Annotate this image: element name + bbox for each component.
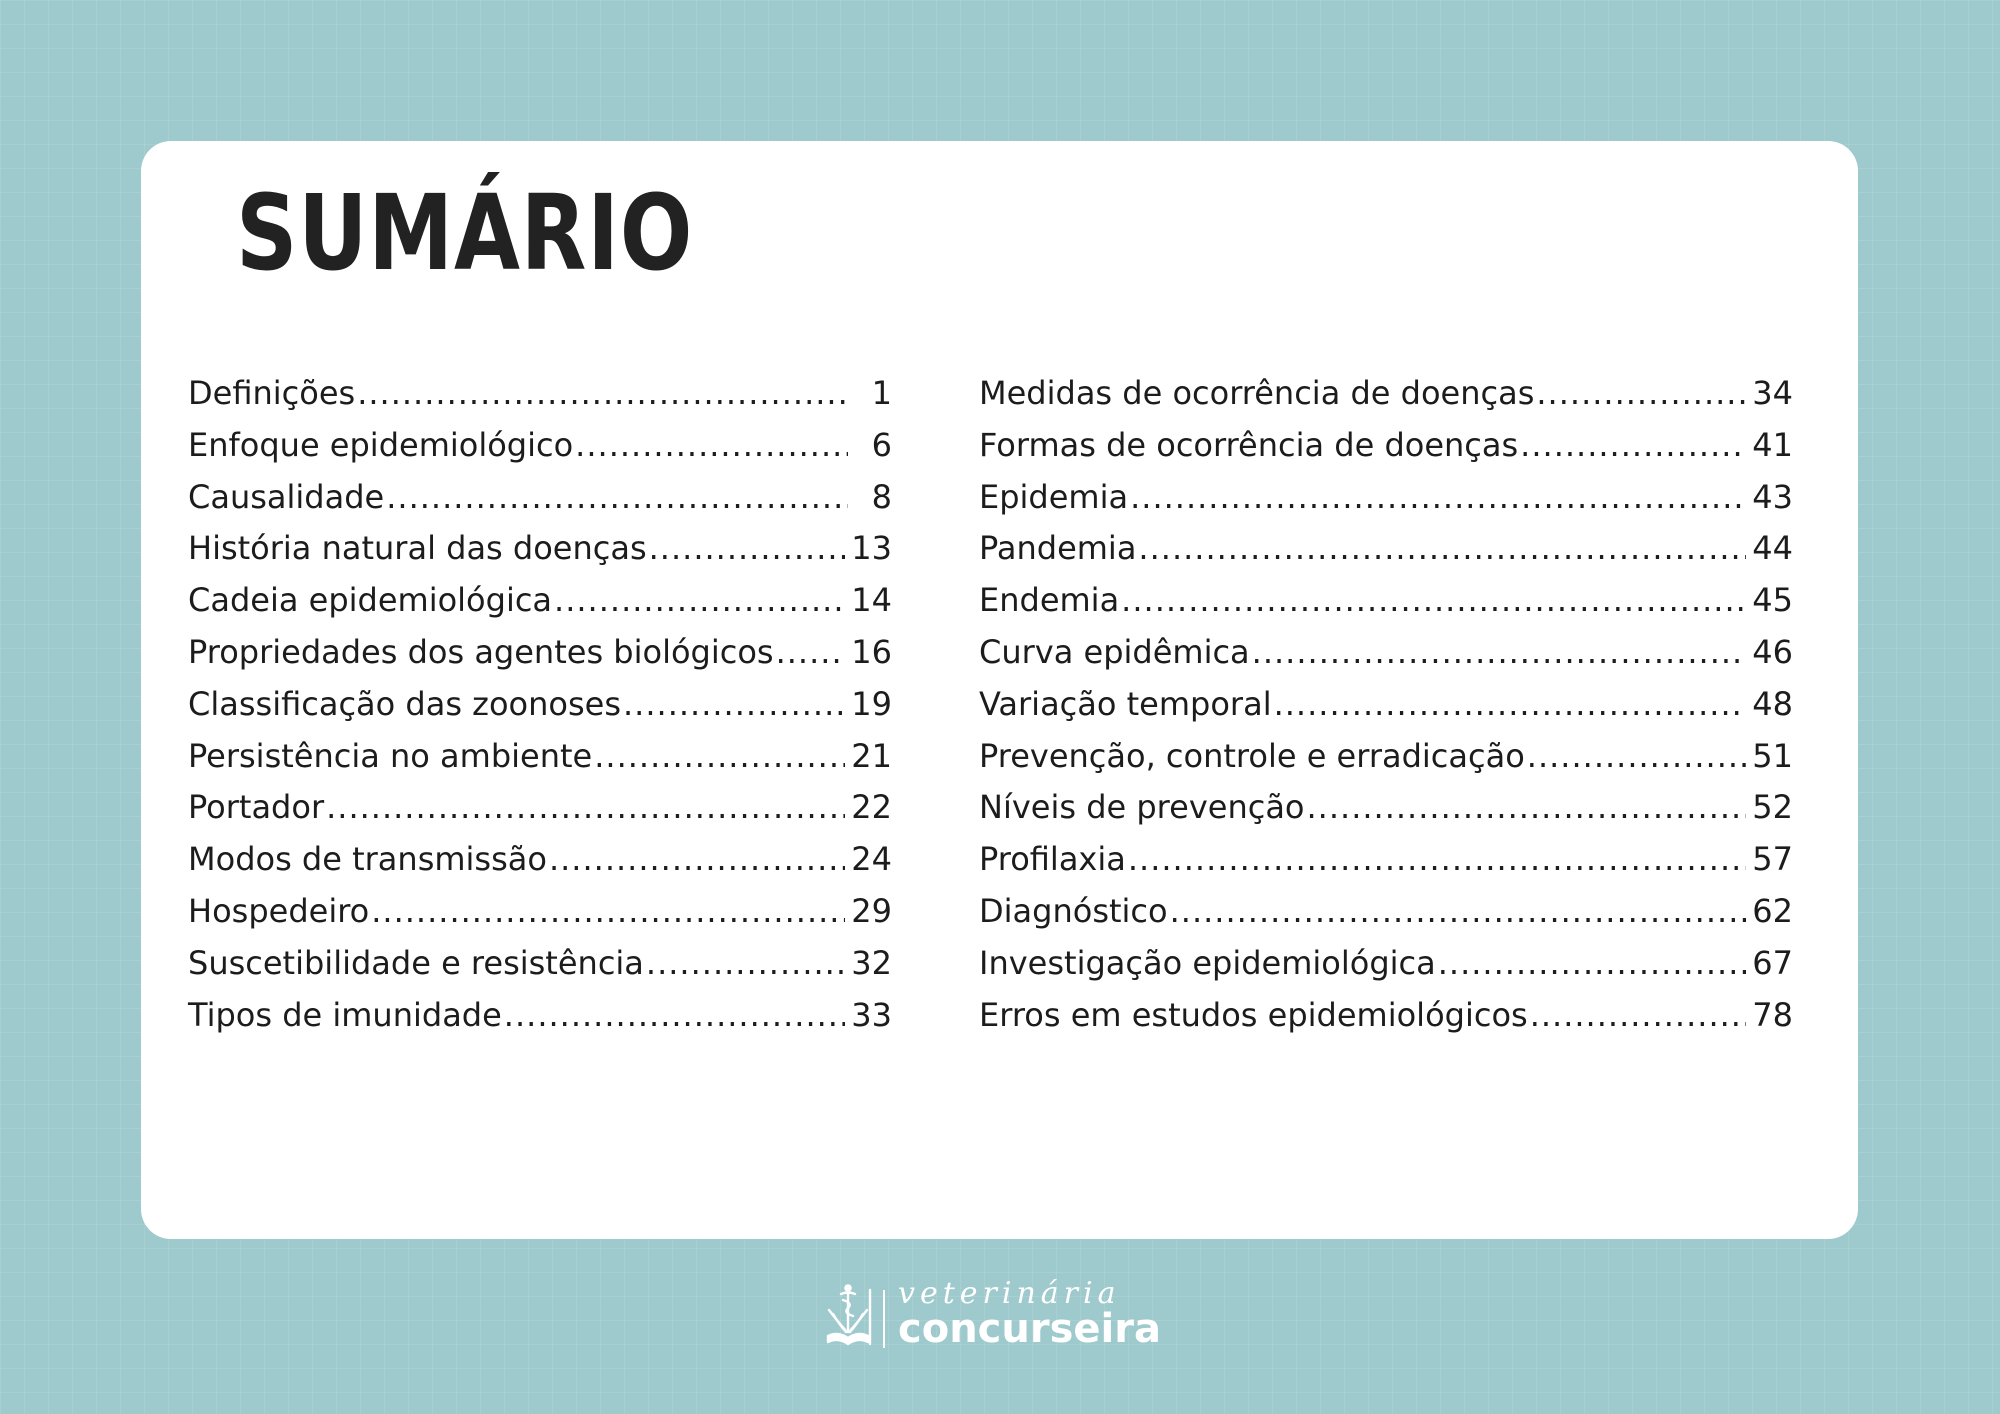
toc-entry <box>188 788 892 840</box>
caduceus-book-icon <box>826 1282 876 1354</box>
toc-entry-page: 34 <box>1752 374 1793 412</box>
toc-dot-leader <box>575 426 848 464</box>
toc-dot-leader <box>357 374 848 412</box>
toc-dot-leader <box>371 892 845 930</box>
toc-entry-label: Profilaxia <box>979 840 1126 879</box>
toc-dot-leader <box>594 737 845 775</box>
toc-dot-leader <box>1170 892 1747 930</box>
toc-dot-leader <box>1274 685 1747 723</box>
toc-entry-page: 67 <box>1752 943 1793 982</box>
toc-entry <box>188 426 892 478</box>
toc-dot-leader <box>504 996 845 1034</box>
toc-entry <box>979 944 1793 996</box>
toc-dot-leader <box>1527 737 1747 775</box>
toc-dot-leader <box>1536 374 1746 412</box>
toc-dot-leader <box>1121 581 1746 619</box>
toc-entry-page: 43 <box>1752 477 1793 516</box>
toc-dot-leader <box>1438 944 1747 982</box>
toc-dot-leader <box>1130 478 1746 516</box>
toc-dot-leader <box>1138 529 1746 567</box>
toc-entry <box>979 737 1793 789</box>
toc-entry-label: Prevenção, controle e erradicação <box>979 736 1525 775</box>
toc-entry <box>188 892 892 944</box>
brand-script-text: veterinária <box>898 1276 1121 1311</box>
toc-entry <box>188 685 892 737</box>
toc-entry <box>188 633 892 685</box>
toc-entry <box>188 996 892 1048</box>
toc-entry-page: 21 <box>851 736 892 775</box>
toc-entry <box>979 996 1793 1048</box>
toc-entry-label: Modos de transmissão <box>188 840 547 879</box>
toc-entry <box>979 426 1793 478</box>
toc-entry-page: 52 <box>1752 788 1793 827</box>
toc-dot-leader <box>1307 788 1747 826</box>
toc-entry <box>979 374 1793 426</box>
toc-entry-page: 48 <box>1752 684 1793 723</box>
toc-entry-page: 46 <box>1752 632 1793 671</box>
toc-entry <box>188 581 892 633</box>
toc-entry-label: Hospedeiro <box>188 891 370 930</box>
page-title: SUMÁRIO <box>236 172 694 294</box>
toc-dot-leader <box>776 633 846 671</box>
brand-name-text: concurseira <box>898 1306 1161 1352</box>
toc-entry-page: 44 <box>1752 529 1793 568</box>
toc-dot-leader <box>554 581 845 619</box>
toc-entry-page: 29 <box>851 891 892 930</box>
toc-entry-label: História natural das doenças <box>188 529 647 568</box>
toc-entry <box>979 478 1793 530</box>
toc-entry-label: Causalidade <box>188 477 385 516</box>
toc-entry-label: Propriedades dos agentes biológicos <box>188 632 774 671</box>
summary-card <box>141 141 1858 1239</box>
toc-entry-label: Persistência no ambiente <box>188 736 593 775</box>
toc-dot-leader <box>549 840 845 878</box>
toc-entry <box>188 374 892 426</box>
toc-entry-page: 8 <box>871 477 892 516</box>
toc-entry-label: Variação temporal <box>979 684 1272 723</box>
toc-entry-label: Pandemia <box>979 529 1137 568</box>
toc-right-column <box>979 374 1793 1047</box>
toc-entry-label: Investigação epidemiológica <box>979 943 1436 982</box>
toc-dot-leader <box>646 944 845 982</box>
toc-entry-page: 41 <box>1752 425 1793 464</box>
toc-entry-page: 45 <box>1752 581 1793 620</box>
toc-entry <box>188 944 892 996</box>
toc-entry-label: Classificação das zoonoses <box>188 684 621 723</box>
toc-dot-leader <box>1128 840 1746 878</box>
toc-entry-page: 51 <box>1752 736 1793 775</box>
brand-logo <box>826 1276 1176 1354</box>
toc-entry <box>979 892 1793 944</box>
toc-entry <box>979 633 1793 685</box>
toc-dot-leader <box>386 478 848 516</box>
toc-entry-label: Epidemia <box>979 477 1129 516</box>
toc-entry-page: 33 <box>851 995 892 1034</box>
toc-entry <box>188 529 892 581</box>
toc-entry-page: 6 <box>871 425 892 464</box>
toc-entry-label: Diagnóstico <box>979 891 1168 930</box>
toc-dot-leader <box>1520 426 1746 464</box>
toc-dot-leader <box>649 529 846 567</box>
toc-entry <box>979 685 1793 737</box>
toc-entry <box>979 840 1793 892</box>
toc-entry-label: Endemia <box>979 581 1120 620</box>
toc-entry-label: Medidas de ocorrência de doenças <box>979 374 1535 412</box>
toc-entry-page: 62 <box>1752 891 1793 930</box>
toc-entry-page: 57 <box>1752 840 1793 879</box>
toc-entry-label: Cadeia epidemiológica <box>188 581 553 620</box>
toc-entry <box>188 840 892 892</box>
toc-entry-page: 1 <box>871 374 892 412</box>
toc-entry-label: Definições <box>188 374 356 412</box>
brand-divider <box>883 1290 885 1348</box>
toc-entry-label: Enfoque epidemiológico <box>188 425 574 464</box>
toc-entry-label: Tipos de imunidade <box>188 995 502 1034</box>
toc-entry-label: Formas de ocorrência de doenças <box>979 425 1519 464</box>
toc-entry <box>979 788 1793 840</box>
toc-dot-leader <box>1530 996 1747 1034</box>
toc-left-column <box>188 374 892 1047</box>
toc-entry-label: Suscetibilidade e resistência <box>188 943 644 982</box>
toc-entry <box>979 581 1793 633</box>
toc-entry-label: Curva epidêmica <box>979 632 1250 671</box>
toc-entry-page: 78 <box>1752 995 1793 1034</box>
toc-dot-leader <box>1252 633 1747 671</box>
toc-dot-leader <box>623 685 845 723</box>
toc-entry-page: 19 <box>851 684 892 723</box>
toc-entry <box>979 529 1793 581</box>
toc-entry-page: 13 <box>851 529 892 568</box>
toc-entry-page: 32 <box>851 943 892 982</box>
toc-entry-page: 24 <box>851 840 892 879</box>
toc-entry <box>188 478 892 530</box>
toc-entry-label: Portador <box>188 788 325 827</box>
toc-entry-label: Níveis de prevenção <box>979 788 1305 827</box>
toc-entry <box>188 737 892 789</box>
toc-entry-page: 22 <box>851 788 892 827</box>
toc-entry-label: Erros em estudos epidemiológicos <box>979 995 1528 1034</box>
toc-entry-page: 16 <box>851 632 892 671</box>
toc-dot-leader <box>326 788 845 826</box>
toc-entry-page: 14 <box>851 581 892 620</box>
